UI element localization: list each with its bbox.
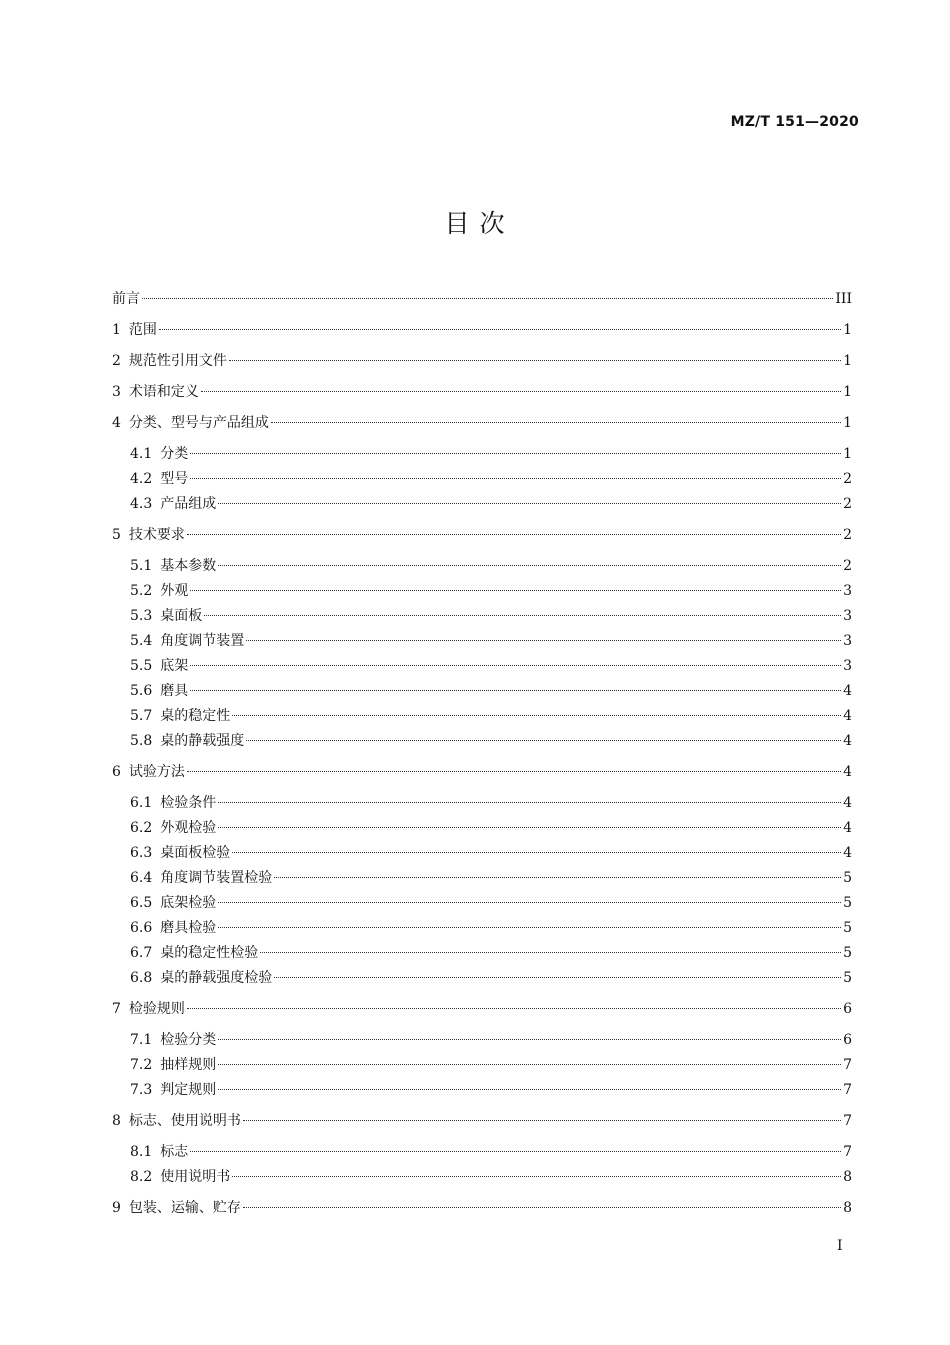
toc-leader-dots xyxy=(190,478,841,479)
toc-entry-page: 4 xyxy=(843,795,852,811)
toc-entry-page: 4 xyxy=(843,820,852,836)
toc-entry-number: 9 xyxy=(112,1200,121,1216)
toc-entry-page: 2 xyxy=(843,527,852,543)
toc-entry-number: 6 xyxy=(112,764,121,780)
toc-leader-dots xyxy=(201,391,841,392)
toc-entry-number: 8 xyxy=(112,1113,121,1129)
toc-entry-page: 3 xyxy=(843,658,852,674)
toc-entry-label: 磨具检验 xyxy=(160,920,217,936)
toc-entry[interactable] xyxy=(130,494,852,514)
toc-entry-number: 6.8 xyxy=(130,970,153,986)
toc-entry-number: 5.1 xyxy=(130,558,153,574)
toc-entry-label: 使用说明书 xyxy=(160,1169,231,1185)
toc-entry-page: 3 xyxy=(843,583,852,599)
toc-entry[interactable] xyxy=(130,943,852,963)
toc-entry-number: 6.3 xyxy=(130,845,153,861)
page-title: 目 次 xyxy=(444,209,506,238)
toc-entry-label: 术语和定义 xyxy=(128,384,199,400)
toc-leader-dots xyxy=(218,503,841,504)
toc-entry-number: 5.5 xyxy=(130,658,153,674)
toc-entry-number: 6.2 xyxy=(130,820,153,836)
toc-entry-number: 6.1 xyxy=(130,795,153,811)
toc-leader-dots xyxy=(218,1064,841,1065)
toc-entry-number: 4.3 xyxy=(130,496,153,512)
toc-leader-dots xyxy=(218,927,841,928)
toc-entry-page: 4 xyxy=(843,733,852,749)
toc-entry[interactable] xyxy=(130,968,852,988)
toc-entry-label: 标志 xyxy=(160,1144,189,1160)
toc-leader-dots xyxy=(187,1008,841,1009)
toc-entry[interactable] xyxy=(112,320,852,340)
toc-leader-dots xyxy=(260,952,841,953)
toc-entry-label: 试验方法 xyxy=(128,764,185,780)
toc-leader-dots xyxy=(218,902,841,903)
toc-entry-number: 1 xyxy=(112,322,121,338)
toc-entry-number: 5.6 xyxy=(130,683,153,699)
toc-leader-dots xyxy=(190,453,841,454)
toc-entry[interactable] xyxy=(130,1167,852,1187)
toc-leader-dots xyxy=(190,1151,841,1152)
toc-entry-page: 5 xyxy=(843,945,852,961)
toc-entry[interactable] xyxy=(112,1111,852,1131)
toc-entry-label: 外观检验 xyxy=(160,820,217,836)
toc-leader-dots xyxy=(274,877,841,878)
toc-entry-page: 5 xyxy=(843,920,852,936)
toc-entry-label: 检验规则 xyxy=(128,1001,185,1017)
toc-entry-number: 3 xyxy=(112,384,121,400)
toc-entry-page: 7 xyxy=(843,1144,852,1160)
toc-entry-page: 2 xyxy=(843,558,852,574)
toc-entry-label: 桌的静载强度 xyxy=(160,733,245,749)
toc-entry-label: 型号 xyxy=(160,471,189,487)
toc-entry[interactable] xyxy=(130,818,852,838)
toc-entry[interactable] xyxy=(130,681,852,701)
toc-entry-number: 5.3 xyxy=(130,608,153,624)
toc-leader-dots xyxy=(246,740,841,741)
toc-entry-number: 6.6 xyxy=(130,920,153,936)
toc-entry-page: 6 xyxy=(843,1032,852,1048)
toc-entry[interactable] xyxy=(130,444,852,464)
toc-entry[interactable] xyxy=(130,1142,852,1162)
toc-entry-number: 5.4 xyxy=(130,633,153,649)
toc-entry[interactable] xyxy=(130,581,852,601)
toc-entry-number: 5.2 xyxy=(130,583,153,599)
toc-entry-page: 8 xyxy=(843,1169,852,1185)
toc-entry[interactable] xyxy=(130,556,852,576)
toc-leader-dots xyxy=(218,1039,841,1040)
toc-entry-page: 4 xyxy=(843,683,852,699)
toc-entry[interactable] xyxy=(130,868,852,888)
toc-entry-page: 8 xyxy=(843,1200,852,1216)
toc-leader-dots xyxy=(159,329,841,330)
toc-entry-number: 6.5 xyxy=(130,895,153,911)
toc-leader-dots xyxy=(218,802,841,803)
toc-entry-number: 5 xyxy=(112,527,121,543)
toc-entry-number: 4.2 xyxy=(130,471,153,487)
toc-entry-label: 桌的稳定性 xyxy=(160,708,231,724)
toc-entry-label: 包装、运输、贮存 xyxy=(128,1200,241,1216)
toc-entry-page: 1 xyxy=(843,446,852,462)
toc-leader-dots xyxy=(218,1089,841,1090)
toc-entry-label: 分类、型号与产品组成 xyxy=(128,415,269,431)
toc-entry-label: 角度调节装置 xyxy=(160,633,245,649)
toc-entry[interactable] xyxy=(112,999,852,1019)
toc-leader-dots xyxy=(274,977,841,978)
toc-leader-dots xyxy=(187,771,841,772)
toc-entry-number: 7.2 xyxy=(130,1057,153,1073)
toc-entry[interactable] xyxy=(130,1030,852,1050)
toc-leader-dots xyxy=(271,422,841,423)
toc-leader-dots xyxy=(218,565,841,566)
toc-entry[interactable] xyxy=(130,1080,852,1100)
toc-leader-dots xyxy=(204,615,841,616)
toc-entry[interactable] xyxy=(130,631,852,651)
toc-entry-label: 抽样规则 xyxy=(160,1057,217,1073)
toc-entry-label: 范围 xyxy=(128,322,157,338)
toc-leader-dots xyxy=(190,590,841,591)
toc-leader-dots xyxy=(229,360,841,361)
toc-entry[interactable] xyxy=(130,1055,852,1075)
toc-entry[interactable] xyxy=(112,413,852,433)
toc-entry-page: 2 xyxy=(843,496,852,512)
toc-leader-dots xyxy=(218,827,841,828)
toc-entry-page: 5 xyxy=(843,895,852,911)
toc-entry[interactable] xyxy=(112,762,852,782)
page-number: I xyxy=(837,1238,843,1254)
toc-entry[interactable] xyxy=(130,606,852,626)
toc-entry-number: 8.1 xyxy=(130,1144,153,1160)
toc-leader-dots xyxy=(190,690,841,691)
toc-entry-label: 角度调节装置检验 xyxy=(160,870,273,886)
toc-entry-number: 4 xyxy=(112,415,121,431)
toc-entry-number: 6.7 xyxy=(130,945,153,961)
toc-entry[interactable] xyxy=(112,289,852,309)
toc-entry-label: 检验分类 xyxy=(160,1032,217,1048)
toc-entry-label: 底架 xyxy=(160,658,189,674)
toc-entry[interactable] xyxy=(130,469,852,489)
toc-entry-label: 前言 xyxy=(112,291,140,307)
toc-entry-page: 5 xyxy=(843,870,852,886)
toc-entry[interactable] xyxy=(130,843,852,863)
toc-entry[interactable] xyxy=(130,893,852,913)
toc-entry-label: 外观 xyxy=(160,583,189,599)
toc-entry-page: 7 xyxy=(843,1082,852,1098)
toc-entry[interactable] xyxy=(130,793,852,813)
toc-entry-page: 2 xyxy=(843,471,852,487)
toc-entry-label: 判定规则 xyxy=(160,1082,217,1098)
toc-entry-number: 8.2 xyxy=(130,1169,153,1185)
toc-entry-number: 5.8 xyxy=(130,733,153,749)
toc-leader-dots xyxy=(190,665,841,666)
toc-entry-number: 7.1 xyxy=(130,1032,153,1048)
toc-entry-page: 1 xyxy=(843,353,852,369)
toc-entry-page: 3 xyxy=(843,633,852,649)
toc-entry-label: 基本参数 xyxy=(160,558,217,574)
toc-entry-page: 1 xyxy=(843,322,852,338)
toc-entry-label: 分类 xyxy=(160,446,189,462)
toc-entry-page: 7 xyxy=(843,1113,852,1129)
toc-entry-label: 产品组成 xyxy=(160,496,217,512)
toc-entry-label: 检验条件 xyxy=(160,795,217,811)
toc-entry[interactable] xyxy=(112,1198,852,1218)
toc-entry-label: 桌面板 xyxy=(160,608,203,624)
toc-leader-dots xyxy=(187,534,841,535)
toc-leader-dots xyxy=(243,1207,841,1208)
toc-entry-label: 规范性引用文件 xyxy=(128,353,227,369)
toc-entry-label: 技术要求 xyxy=(128,527,185,543)
toc-entry-page: 4 xyxy=(843,845,852,861)
toc-entry-label: 桌面板检验 xyxy=(160,845,231,861)
toc-entry[interactable] xyxy=(112,525,852,545)
toc-entry-page: 7 xyxy=(843,1057,852,1073)
toc-entry-page: 6 xyxy=(843,1001,852,1017)
toc-leader-dots xyxy=(142,298,833,299)
toc-entry-page: 5 xyxy=(843,970,852,986)
toc-leader-dots xyxy=(232,1176,841,1177)
toc-leader-dots xyxy=(246,640,841,641)
toc-entry[interactable] xyxy=(112,382,852,402)
toc-entry[interactable] xyxy=(130,918,852,938)
toc-entry-page: 4 xyxy=(843,764,852,780)
toc-entry-page: 1 xyxy=(843,415,852,431)
toc-leader-dots xyxy=(243,1120,841,1121)
toc-entry-number: 2 xyxy=(112,353,121,369)
toc-entry-label: 桌的静载强度检验 xyxy=(160,970,273,986)
toc-entry-page: 4 xyxy=(843,708,852,724)
toc-entry-label: 标志、使用说明书 xyxy=(128,1113,241,1129)
toc-entry-number: 7.3 xyxy=(130,1082,153,1098)
toc-entry-label: 底架检验 xyxy=(160,895,217,911)
toc-leader-dots xyxy=(232,852,841,853)
toc-entry-page: 1 xyxy=(843,384,852,400)
toc-leader-dots xyxy=(232,715,841,716)
toc-entry-number: 6.4 xyxy=(130,870,153,886)
standard-code: MZ/T 151—2020 xyxy=(730,114,859,130)
toc-entry[interactable] xyxy=(130,731,852,751)
toc-entry[interactable] xyxy=(112,351,852,371)
toc-entry[interactable] xyxy=(130,656,852,676)
toc-entry-number: 7 xyxy=(112,1001,121,1017)
toc-entry-label: 桌的稳定性检验 xyxy=(160,945,259,961)
toc-entry-page: 3 xyxy=(843,608,852,624)
toc-entry-page: III xyxy=(835,291,852,307)
table-of-contents xyxy=(112,0,852,1345)
toc-entry-number: 4.1 xyxy=(130,446,153,462)
toc-entry[interactable] xyxy=(130,706,852,726)
toc-entry-label: 磨具 xyxy=(160,683,189,699)
toc-entry-number: 5.7 xyxy=(130,708,153,724)
